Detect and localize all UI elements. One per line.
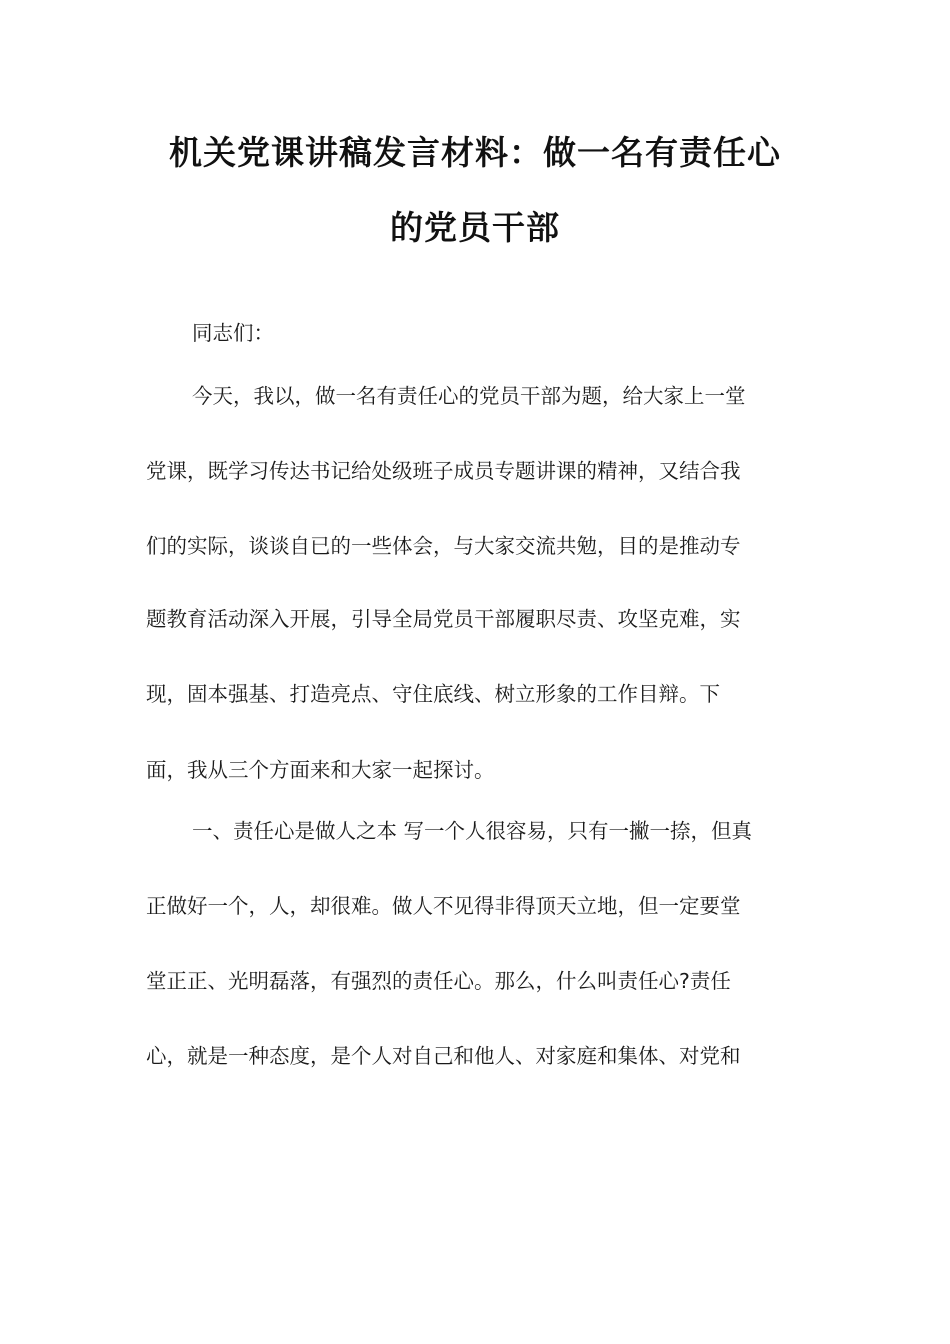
salutation: 同志们： (192, 321, 274, 345)
body-line-6: 面，我从三个方面来和大家一起探讨。 (146, 758, 495, 782)
section-one-line-1: 一、责任心是做人之本 写一个人很容易，只有一撇一捺，但真 (192, 819, 753, 843)
body-line-5: 现，固本强基、打造亮点、守住底线、树立形象的工作目辩。下 (146, 682, 720, 706)
section-one-line-3: 堂正正、光明磊落，有强烈的责任心。那么，什么叫责任心?责任 (146, 969, 731, 993)
body-line-3: 们的实际，谈谈自已的一些体会，与大家交流共勉，目的是推动专 (146, 534, 741, 558)
section-one-line-4: 心，就是一种态度，是个人对自己和他人、对家庭和集体、对党和 (146, 1044, 741, 1068)
body-line-2: 党课，既学习传达书记给处级班子成员专题讲课的精神，又结合我 (146, 459, 741, 483)
body-line-4: 题教育活动深入开展，引导全局党员干部履职尽责、攻坚克难，实 (146, 607, 741, 631)
body-line-1: 今天，我以，做一名有责任心的党员干部为题，给大家上一堂 (192, 384, 746, 408)
document-title-line-2: 的党员干部 (390, 208, 560, 247)
section-one-line-2: 正做好一个，人，却很难。做人不见得非得顶天立地，但一定要堂 (146, 894, 741, 918)
document-title-line-1: 机关党课讲稿发言材料：做一名有责任心 (169, 133, 781, 172)
